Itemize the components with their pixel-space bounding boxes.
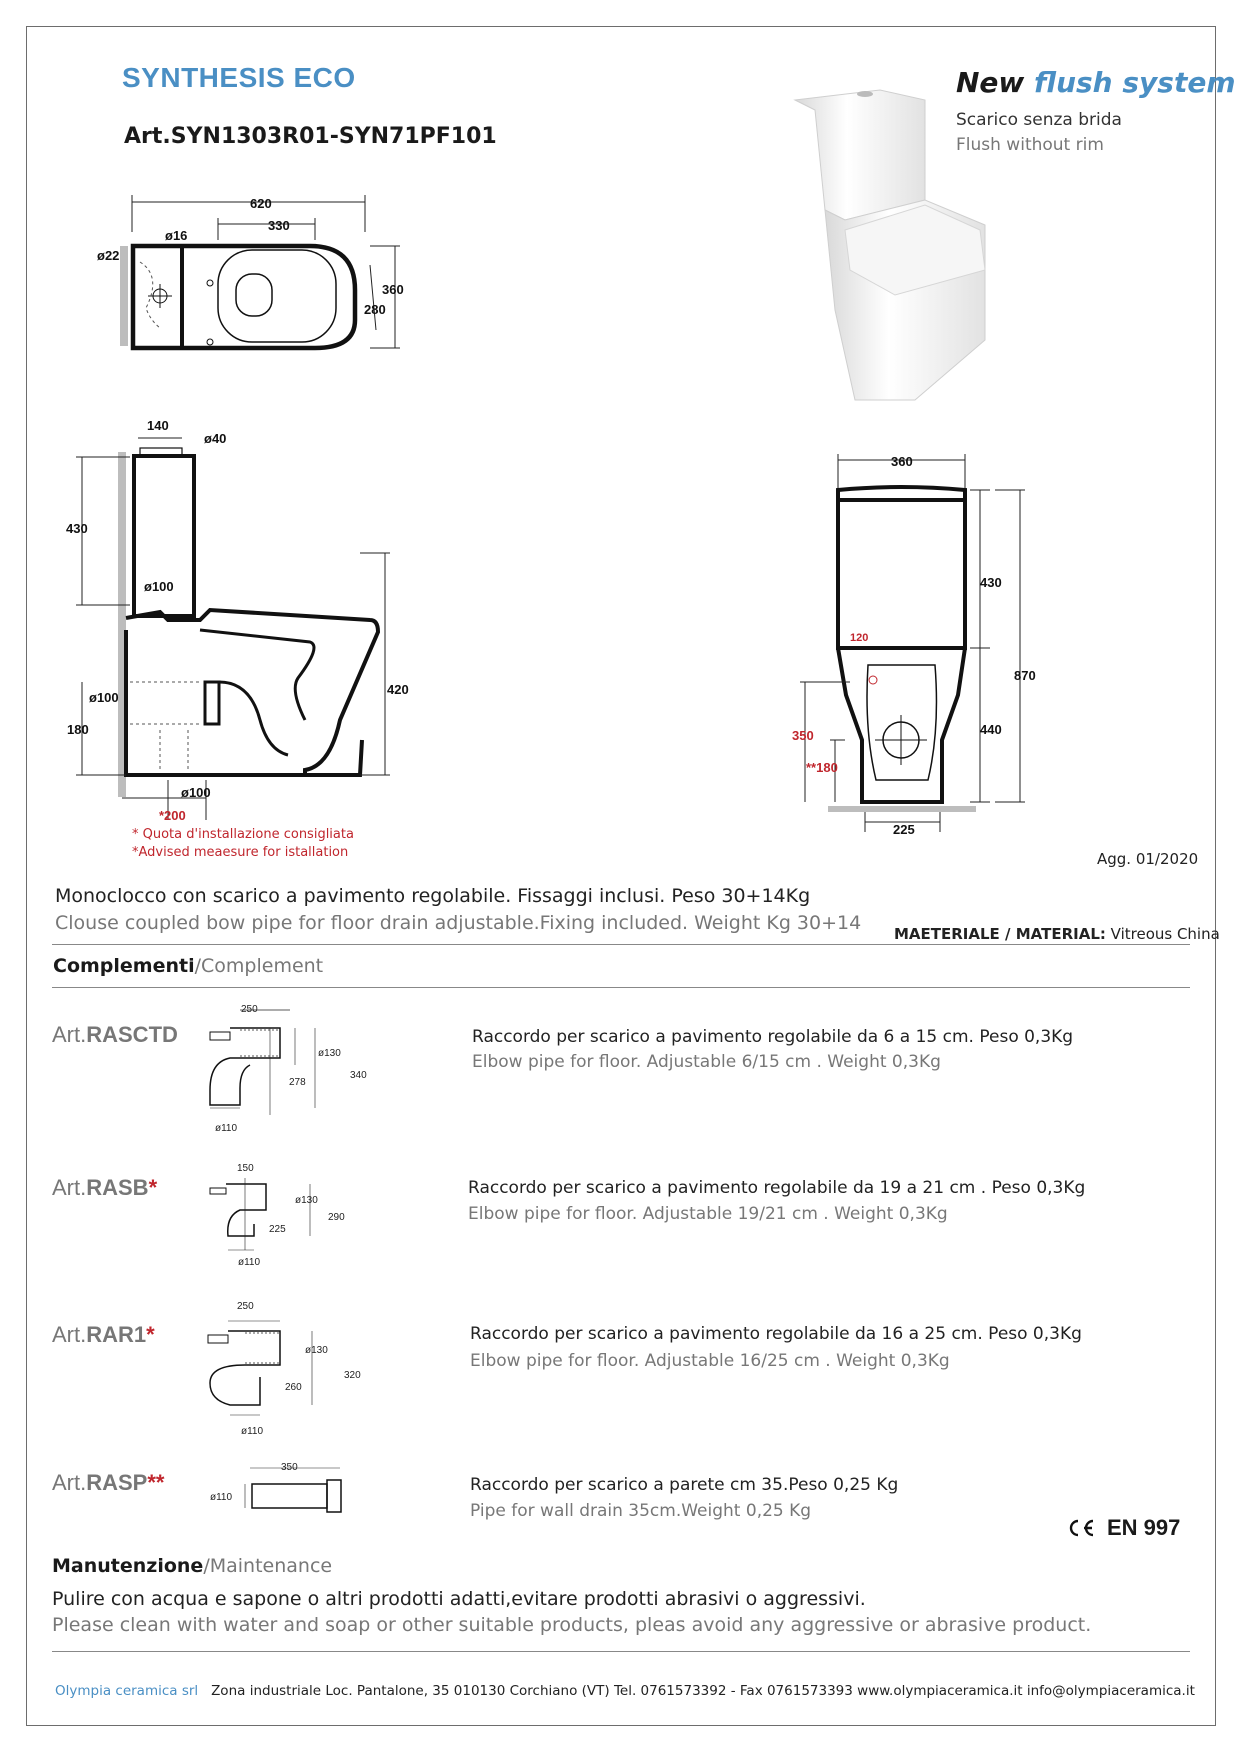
accessory-prefix: Art. [52,1175,87,1200]
dim-120: 120 [850,632,869,644]
dim-200: *200 [159,808,186,823]
accessory-prefix: Art. [52,1322,87,1347]
flush-description-en: Flush without rim [956,135,1104,155]
complement-heading-it: Complementi [53,955,195,977]
accessory-description-en: Pipe for wall drain 35cm.Weight 0,25 Kg [470,1501,812,1521]
acc-dim: 350 [281,1462,298,1473]
dim-360: 360 [382,282,404,297]
acc-dim: 340 [350,1070,367,1081]
acc-dim: 150 [237,1163,254,1174]
acc-dim: 225 [269,1224,286,1235]
side-view-drawing [60,420,420,820]
dim-330: 330 [268,218,290,233]
material-label: MAETERIALE / MATERIAL: [894,925,1106,943]
flush-system-text: flush system [1034,66,1236,99]
update-date: Agg. 01/2020 [1097,850,1199,868]
dim-360-front: 360 [891,454,913,469]
accessory-code [52,1022,178,1048]
accessory-star: * [146,1322,155,1347]
maintenance-heading [52,1555,332,1577]
dim-225: 225 [893,822,915,837]
dim-180-front: **180 [806,760,838,775]
acc-dim: ø130 [318,1048,341,1059]
dim-870: 870 [1014,668,1036,683]
acc-dim: ø110 [215,1123,238,1134]
dim-o100-tank: ø100 [144,579,174,594]
acc-dim: 278 [289,1077,306,1088]
material-value: Vitreous China [1105,925,1220,943]
acc-dim: 260 [285,1382,302,1393]
divider [52,987,1190,988]
accessory-star: * [148,1175,158,1200]
flush-description-it: Scarico senza brida [956,110,1122,130]
description-it: Monoclocco con scarico a pavimento regolabile. Fissaggi inclusi. Peso 30+14Kg [55,885,811,907]
article-code: Art.SYN1303R01-SYN71PF101 [124,124,497,149]
product-photo [785,80,1025,410]
install-note-en: *Advised meaesure for istallation [132,845,349,860]
accessory-description-it: Raccordo per scarico a pavimento regolabile da 16 a 25 cm. Peso 0,3Kg [470,1324,1082,1344]
dim-o22: ø22 [97,248,120,263]
dim-180-side: 180 [67,722,89,737]
dim-o40: ø40 [204,431,227,446]
footer [55,1683,1195,1699]
flush-new-text: New [956,66,1025,99]
maintenance-text-it: Pulire con acqua e sapone o altri prodotti adatti,evitare prodotti abrasivi o aggressivi. [52,1588,866,1610]
accessory-star: ** [147,1470,165,1495]
acc-dim: 250 [241,1004,258,1015]
accessory-code [52,1322,155,1348]
dim-430-front: 430 [980,575,1002,590]
accessory-prefix: Art. [52,1022,87,1047]
accessory-description-en: Elbow pipe for floor. Adjustable 19/21 cm . Weight 0,3Kg [468,1204,948,1224]
accessory-description-en: Elbow pipe for floor. Adjustable 16/25 cm . Weight 0,3Kg [470,1351,950,1371]
complement-heading [53,955,323,977]
accessory-code-value: RAR1 [86,1322,147,1347]
acc-dim: ø110 [238,1257,261,1268]
acc-dim: 250 [237,1301,254,1312]
maintenance-heading-en: /Maintenance [203,1555,333,1577]
dim-280: 280 [364,302,386,317]
accessory-description-en: Elbow pipe for floor. Adjustable 6/15 cm . Weight 0,3Kg [472,1052,941,1072]
accessory-code-value: RASP [86,1470,148,1495]
acc-dim: ø130 [305,1345,328,1356]
ce-mark-icon [1066,1518,1096,1538]
dim-o100-outlet: ø100 [89,690,119,705]
dim-430-side: 430 [66,521,88,536]
divider [52,1651,1190,1652]
accessory-description-it: Raccordo per scarico a parete cm 35.Peso 0,25 Kg [470,1475,899,1495]
dim-420: 420 [387,682,409,697]
footer-address: Zona industriale Loc. Pantalone, 35 010130 Corchiano (VT) Tel. 0761573392 - Fax 0761573393 www.olympiaceramica.it info@olympiaceramica.it [211,1683,1195,1699]
maintenance-heading-it: Manutenzione [52,1555,204,1577]
accessory-code [52,1175,157,1201]
certification: EN 997 [1107,1515,1181,1540]
product-title: SYNTHESIS ECO [122,62,356,93]
dim-140: 140 [147,418,169,433]
accessory-code-value: RASCTD [86,1022,178,1047]
acc-dim: ø110 [210,1492,233,1503]
dim-620: 620 [250,196,272,211]
acc-dim: ø110 [241,1426,264,1437]
accessory-description-it: Raccordo per scarico a pavimento regolabile da 19 a 21 cm . Peso 0,3Kg [468,1178,1086,1198]
accessory-description-it: Raccordo per scarico a pavimento regolabile da 6 a 15 cm. Peso 0,3Kg [472,1027,1074,1047]
footer-company: Olympia ceramica srl [55,1683,199,1699]
accessory-prefix: Art. [52,1470,87,1495]
maintenance-text-en: Please clean with water and soap or other suitable products, pleas avoid any aggressive or abrasive product. [52,1614,1092,1636]
dim-o100-bottom: ø100 [181,785,211,800]
material [894,925,1220,943]
dim-350: 350 [792,728,814,743]
acc-dim: 320 [344,1370,361,1381]
accessory-code [52,1470,164,1496]
acc-dim: 290 [328,1212,345,1223]
front-view-drawing [790,450,1050,840]
complement-heading-en: /Complement [194,955,324,977]
dim-o16: ø16 [165,228,188,243]
dim-440: 440 [980,722,1002,737]
description-en: Clouse coupled bow pipe for floor drain adjustable.Fixing included. Weight Kg 30+14 [55,912,862,934]
acc-dim: ø130 [295,1195,318,1206]
divider [52,944,1190,945]
accessory-code-value: RASB [86,1175,149,1200]
accessory-drawing-rasctd [200,1000,400,1130]
install-note-it: * Quota d'installazione consigliata [132,827,354,842]
